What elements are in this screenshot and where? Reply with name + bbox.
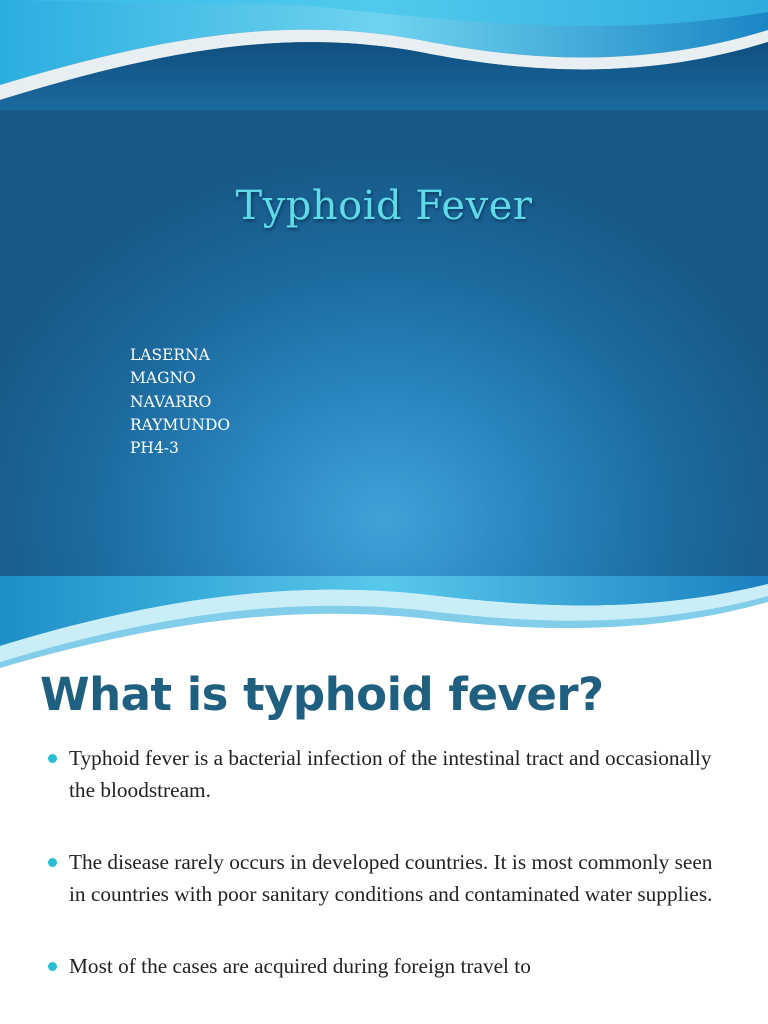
author-name: NAVARRO (130, 392, 212, 411)
author-list (130, 344, 230, 460)
bullet-text: Typhoid fever is a bacterial infection of the intestinal tract and occasionally the bloodstream. (69, 746, 712, 802)
bullet-icon (48, 754, 57, 763)
list-item (0, 950, 719, 982)
author-name: RAYMUNDO (130, 415, 231, 434)
author-name: LASERNA (130, 346, 210, 364)
list-item (0, 846, 719, 910)
list-item (0, 742, 719, 806)
top-wave-decoration (0, 576, 768, 668)
author-name: MAGNO (130, 369, 196, 388)
bullet-list (0, 742, 719, 982)
bullet-icon (48, 962, 57, 971)
bullet-text: The disease rarely occurs in developed countries. It is most commonly seen in countries with poor sanitary conditions and contaminated water supplies. (69, 850, 713, 906)
top-wave-decoration (0, 0, 768, 110)
section-code: PH4-3 (130, 439, 179, 458)
bullet-text: Most of the cases are acquired during foreign travel to (69, 954, 531, 978)
slide-heading: What is typhoid fever? (40, 668, 604, 721)
bullet-icon (48, 858, 57, 867)
slide-title: Typhoid Fever (235, 183, 533, 229)
content-slide (0, 576, 768, 1024)
